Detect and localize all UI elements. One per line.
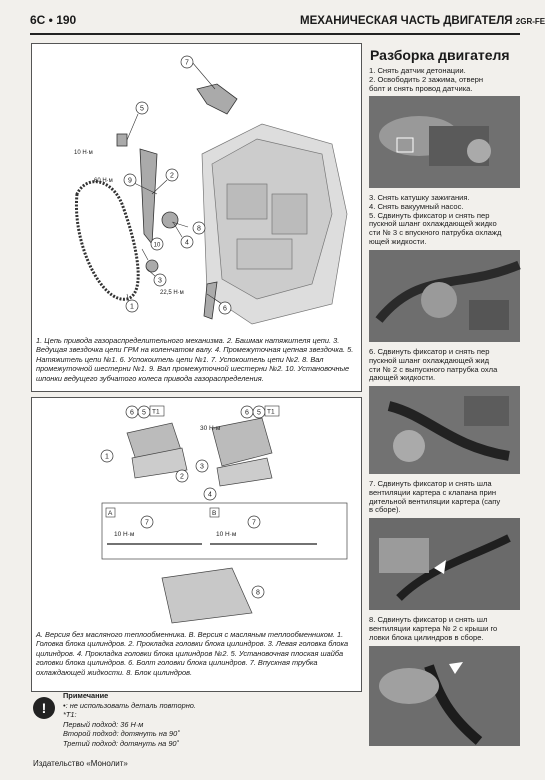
torque-label: 10 Н·м	[216, 531, 237, 538]
figure1-caption: 1. Цепь привода газораспределительного механизма. 2. Башмак натяжителя цепи. 3. Ведущая звездочка цепи ГРМ на коленчатом валу. 4. Промежуточная цепная звездочка. 5. Натяжитель цепи №1. 6. Успокоитель цепи №1. 7. Успокоитель цепи №2. 8. Вал промежуточной шестерни №1. 9. Вал промежуточной шестерни №2. 10. Установочные шпонки ведущего зубчатого колеса привода газораспределения.	[36, 336, 354, 383]
callout-3-label: 3	[158, 277, 162, 285]
step-line: 7. Сдвинуть фиксатор и снять шла	[369, 479, 492, 488]
step-line: в сборе).	[369, 505, 401, 515]
section-name: МЕХАНИЧЕСКАЯ ЧАСТЬ ДВИГАТЕЛЯ	[300, 15, 513, 27]
header-rule	[30, 33, 520, 35]
photo-bypass-hose-3	[369, 250, 520, 342]
callout-5-label: 5	[257, 409, 261, 417]
step-line: болт и снять провод датчика.	[369, 83, 473, 93]
step-line: пускной шланг охлаждающей жид	[369, 355, 490, 365]
callout-8-label: 8	[197, 225, 201, 233]
engine-code: 2GR-FE	[515, 17, 545, 26]
callout-1-label: 1	[130, 303, 134, 311]
note-line: Третий подход: дотянуть на 90˚	[63, 738, 180, 748]
step-line: 2. Освободить 2 зажима, отверн	[369, 74, 484, 84]
step-line: 8. Сдвинуть фиксатор и снять шл	[369, 615, 488, 624]
step-text	[369, 348, 520, 383]
note-title: Примечание	[63, 691, 109, 700]
section-header	[300, 15, 545, 27]
step-text	[369, 194, 520, 247]
note-box	[33, 691, 363, 751]
tag-t1: T1	[267, 408, 275, 416]
note-text	[63, 691, 196, 748]
callout-7-label: 7	[145, 519, 149, 527]
torque-label: 30 Н·м	[200, 425, 221, 432]
photo-knock-sensor	[369, 96, 520, 188]
step-line: дающей жидкости.	[369, 373, 436, 383]
note-line: Второй подход: дотянуть на 90˚	[63, 729, 180, 738]
timing-chain-diagram	[32, 44, 361, 334]
exclamation-icon: !	[33, 697, 55, 719]
step-line: вентиляции картера с клапана прин	[369, 487, 497, 497]
step-line: пускной шланг охлаждающей жидко	[369, 219, 497, 229]
page-number: 6C • 190	[30, 13, 77, 27]
callout-5-label: 5	[142, 409, 146, 417]
callout-2-label: 2	[170, 172, 174, 180]
timing-chain-figure	[31, 43, 362, 392]
tag-b: B	[212, 510, 217, 517]
step-line: ющей жидкости.	[369, 236, 427, 246]
callout-2-label: 2	[180, 473, 184, 481]
photo-ventilation-hose-2	[369, 646, 520, 746]
step-line: 3. Снять катушку зажигания.	[369, 193, 470, 202]
note-line: *T1:	[63, 710, 77, 719]
torque-label: 60 Н·м	[94, 178, 113, 184]
step-line: ловки блока цилиндров в сборе.	[369, 632, 484, 642]
photo-bypass-hose-2	[369, 386, 520, 474]
step-line: сти № 2 с выпускного патрубка охла	[369, 364, 498, 374]
step-line: 4. Снять вакуумный насос.	[369, 201, 464, 211]
tag-a: A	[108, 510, 113, 517]
callout-6-label: 6	[223, 305, 227, 313]
section-title: Разборка двигателя	[370, 47, 510, 63]
step-line: дительной вентиляции картера (сапу	[369, 496, 501, 506]
step-line: 6. Сдвинуть фиксатор и снять пер	[369, 347, 490, 356]
callout-4-label: 4	[185, 239, 189, 247]
cylinder-head-diagram	[32, 398, 361, 628]
step-line: вентиляции картера № 2 с крыши го	[369, 623, 498, 633]
callout-3-label: 3	[200, 463, 204, 471]
step-text	[369, 616, 520, 642]
cylinder-head-figure	[31, 397, 362, 692]
tag-t1: T1	[152, 408, 160, 416]
callout-6-label: 6	[130, 409, 134, 417]
torque-label: 22,5 Н·м	[160, 290, 184, 296]
callout-7-label: 7	[185, 59, 189, 67]
step-line: 1. Снять датчик детонации.	[369, 66, 466, 75]
callout-7-label: 7	[252, 519, 256, 527]
callout-9-label: 9	[128, 177, 132, 185]
photo-ventilation-hose	[369, 518, 520, 610]
callout-1-label: 1	[105, 453, 109, 461]
note-line: Первый подход: 36 Н·м	[63, 719, 144, 729]
publisher-footer: Издательство «Монолит»	[33, 759, 128, 768]
callout-8-label: 8	[256, 589, 260, 597]
callout-10-label: 10	[153, 242, 161, 249]
step-text	[369, 67, 520, 93]
callout-4-label: 4	[208, 491, 212, 499]
step-line: 5. Сдвинуть фиксатор и снять пер	[369, 210, 490, 220]
torque-label: 10 Н·м	[114, 531, 135, 538]
step-text	[369, 480, 520, 515]
callout-5-label: 5	[140, 105, 144, 113]
step-line: сти № 3 с впускного патрубка охлажд	[369, 228, 502, 238]
figure2-caption: A. Версия без масляного теплообменника. B. Версия с масляным теплообменником. 1. Головка блока цилиндров. 2. Прокладка головки блока цилиндров. 3. Левая головка блока цилиндров. 4. Прокладка головки блока цилиндров №2. 5. Установочная плоская шайба головки блока цилиндров. 6. Болт головки блока цилиндров. 7. Впускная трубка охлаждающей жидкости. 8. Блок цилиндров.	[36, 630, 349, 677]
callout-6-label: 6	[245, 409, 249, 417]
note-line: •: не использовать деталь повторно.	[63, 700, 196, 710]
torque-label: 10 Н·м	[74, 150, 93, 156]
